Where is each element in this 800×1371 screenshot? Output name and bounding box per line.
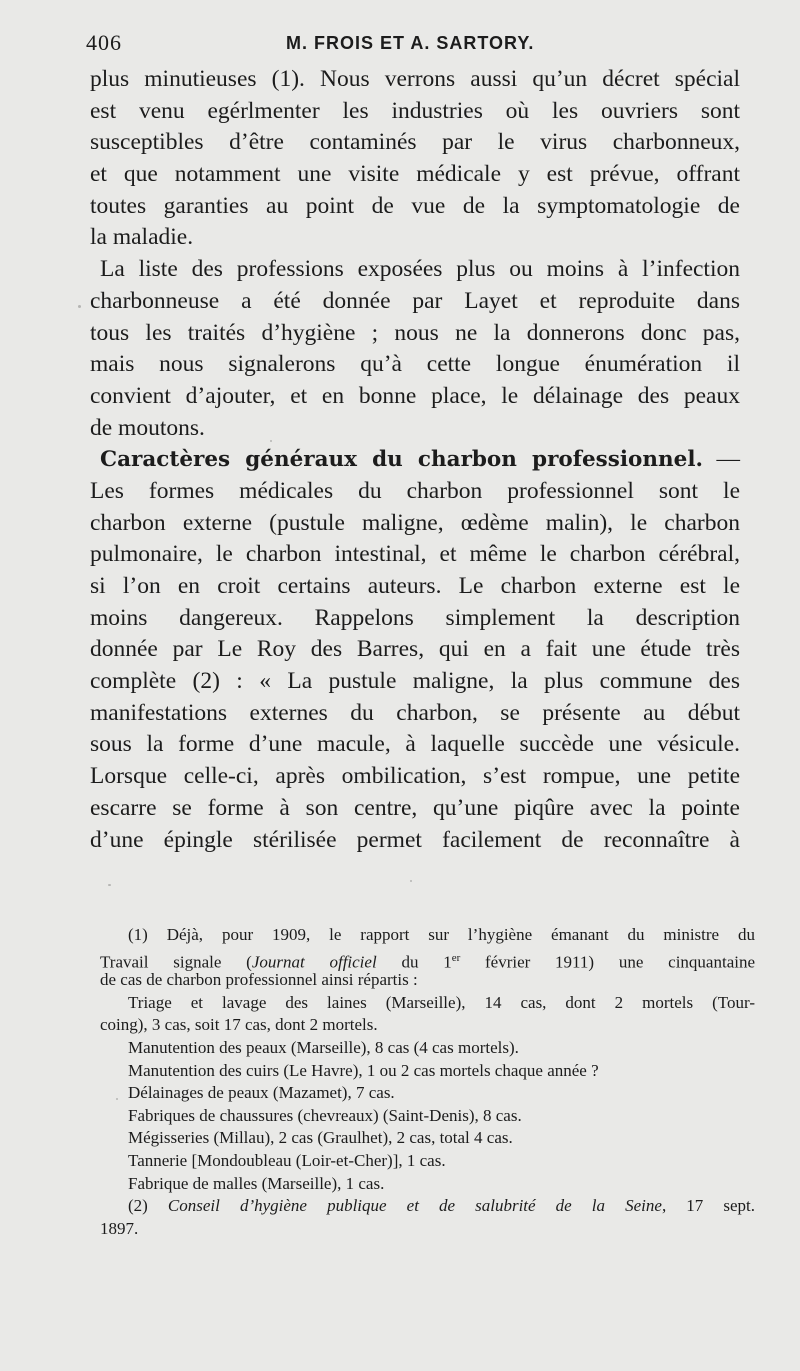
text-line: manifestations externes du charbon, se présente au début	[90, 699, 740, 726]
footnote-list-item: Manutention des cuirs (Le Havre), 1 ou 2 cas mortels chaque année ?	[128, 1060, 599, 1080]
text-line: de moutons.	[90, 414, 205, 441]
text-line: charbonneuse a été donnée par Layet et reproduite dans	[90, 287, 740, 314]
footnote-2-line: 1897.	[100, 1218, 139, 1238]
text-line: Lorsque celle-ci, après ombilication, s’est rompue, une petite	[90, 763, 740, 790]
text-line: est venu egérlmenter les industries où les ouvriers sont	[90, 97, 740, 124]
text-line: d’une épingle stérilisée permet facilement de reconnaître à	[90, 826, 740, 853]
heading-dash: —	[702, 446, 741, 473]
print-speck	[410, 880, 412, 882]
print-speck	[116, 1098, 118, 1100]
footnote-list-item: Fabrique de malles (Marseille), 1 cas.	[128, 1173, 385, 1193]
superscript: er	[451, 951, 461, 964]
footnote-list-item: coing), 3 cas, soit 17 cas, dont 2 mortels.	[100, 1015, 378, 1035]
page-header	[86, 30, 746, 62]
footnote-list-item: Manutention des peaux (Marseille), 8 cas (4 cas mortels).	[128, 1037, 519, 1057]
footnote-2-line	[100, 1195, 755, 1218]
text-line: pulmonaire, le charbon intestinal, et même le charbon cérébral,	[90, 541, 740, 568]
text-line: escarre se forme à son centre, qu’une piqûre avec la pointe	[90, 794, 740, 821]
text-line: mais nous signalerons qu’à cette longue énumération il	[90, 351, 740, 378]
text-line: complète (2) : « La pustule maligne, la plus commune des	[90, 668, 740, 695]
main-text	[90, 64, 740, 856]
text-line: susceptibles d’être contaminés par le virus charbonneux,	[90, 129, 740, 156]
text-line: La liste des professions exposées plus ou moins à l’infection	[100, 256, 740, 283]
text-line: si l’on en croit certains auteurs. Le charbon externe est le	[90, 573, 740, 599]
journal-title: Journat officiel	[251, 952, 377, 972]
text-line: toutes garanties au point de vue de la symptomatologie de	[90, 192, 740, 219]
print-speck	[78, 305, 81, 308]
footnote-text: Travail signale (	[100, 952, 252, 972]
print-speck	[270, 440, 272, 442]
section-heading: Caractères généraux du charbon professionnel.	[100, 447, 703, 473]
footnote-list-item: Fabriques de chaussures (chevreaux) (Saint-Denis), 8 cas.	[128, 1105, 522, 1125]
footnote-list-item: Triage et lavage des laines (Marseille), 14 cas, dont 2 mortels (Tour-	[128, 992, 755, 1012]
footnote-date: , 17 sept.	[661, 1196, 755, 1216]
text-line: convient d’ajouter, et en bonne place, le délainage des peaux	[90, 382, 740, 409]
print-speck	[108, 884, 111, 886]
text-line: donnée par Le Roy des Barres, qui en a fait une étude très	[90, 636, 740, 663]
footnote-1-line	[100, 947, 755, 970]
footnotes	[100, 924, 755, 1240]
text-line: sous la forme d’une macule, à laquelle succède une vésicule.	[90, 731, 740, 758]
running-head: M. FROIS ET A. SARTORY.	[286, 33, 535, 53]
section-heading-line	[90, 444, 740, 476]
footnote-text: février 1911) une cinquantaine	[460, 952, 756, 972]
text-line: tous les traités d’hygiène ; nous ne la donnerons donc pas,	[90, 319, 740, 346]
footnote-list-item: Délainages de peaux (Mazamet), 7 cas.	[128, 1083, 395, 1103]
text-line: la maladie.	[90, 224, 194, 251]
footnote-number: (2)	[128, 1196, 168, 1216]
footnote-1-line: (1) Déjà, pour 1909, le rapport sur l’hygiène émanant du ministre du	[128, 925, 755, 944]
text-line: charbon externe (pustule maligne, œdème malin), le charbon	[90, 509, 740, 536]
footnote-1-line: de cas de charbon professionnel ainsi répartis :	[100, 970, 418, 990]
footnote-list-item: Tannerie [Mondoubleau (Loir-et-Cher)], 1 cas.	[128, 1150, 446, 1170]
text-line: et que notamment une visite médicale y est prévue, offrant	[90, 161, 740, 188]
footnote-source-title: Conseil d’hygiène publique et de salubrité de la Seine	[167, 1196, 662, 1216]
page-number: 406	[86, 30, 122, 55]
text-line: plus minutieuses (1). Nous verrons aussi qu’un décret spécial	[90, 66, 740, 92]
text-line: moins dangereux. Rappelons simplement la description	[90, 604, 740, 631]
text-line: Les formes médicales du charbon professionnel sont le	[90, 477, 740, 504]
footnote-list-item: Mégisseries (Millau), 2 cas (Graulhet), 2 cas, total 4 cas.	[128, 1128, 513, 1148]
footnote-text: du 1	[376, 952, 452, 972]
